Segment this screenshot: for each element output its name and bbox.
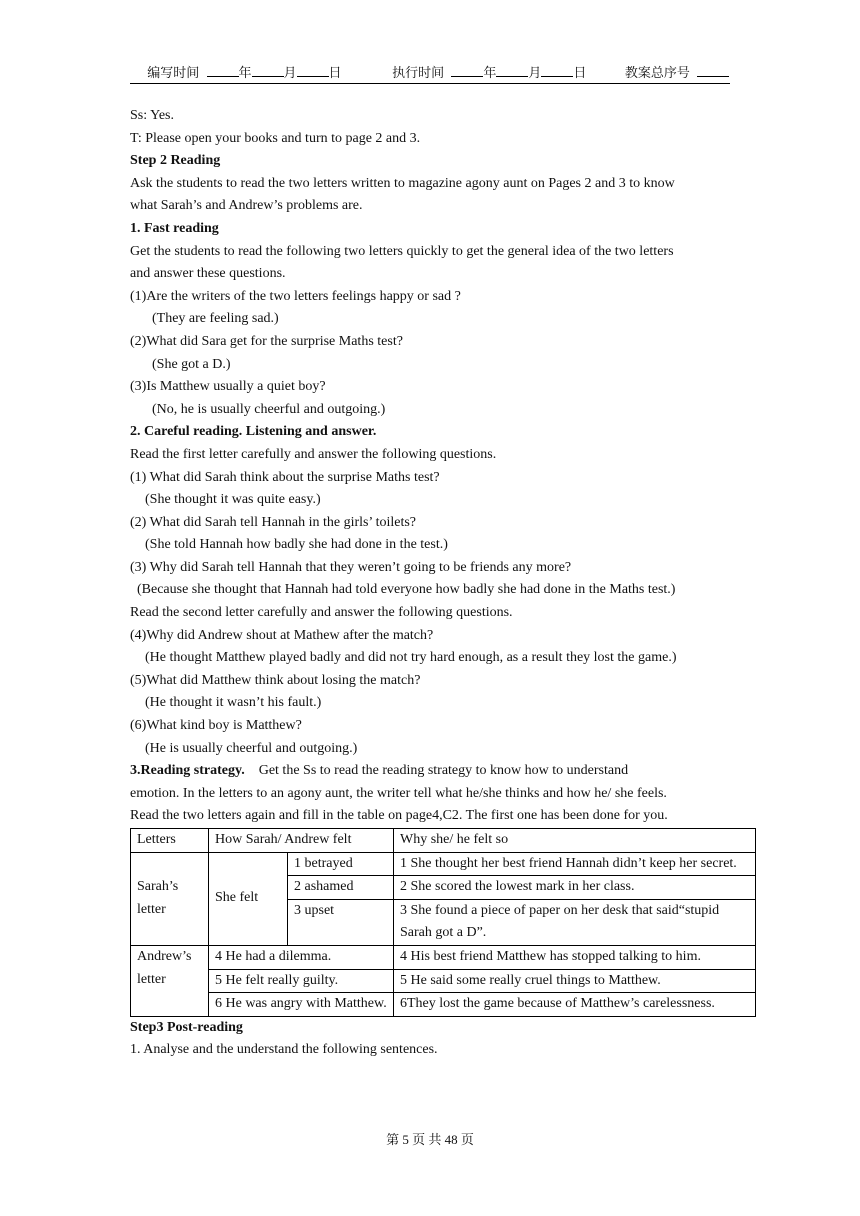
reason-cell: 1 She thought her best friend Hannah didn’t keep her secret.	[394, 852, 756, 876]
table-header-row	[131, 829, 756, 853]
feelings-table	[130, 828, 756, 1017]
feeling-cell: 6 He was angry with Matthew.	[209, 993, 394, 1017]
reason-cell: 4 His best friend Matthew has stopped talking to him.	[394, 945, 756, 969]
answer: (She told Hannah how badly she had done in the test.)	[145, 537, 448, 553]
strategy-line	[130, 760, 755, 783]
text-line: emotion. In the letters to an agony aunt, the writer tell what he/she thinks and how he/ she feels.	[130, 785, 667, 801]
document-body	[130, 105, 755, 1062]
reason-cell: 5 He said some really cruel things to Matthew.	[394, 969, 756, 993]
table-row	[131, 945, 756, 969]
day-label: 日	[573, 65, 587, 80]
feeling-cell: 2 ashamed	[288, 876, 394, 900]
answer: (They are feeling sad.)	[152, 311, 279, 327]
blank	[451, 64, 483, 77]
question: (1)Are the writers of the two letters feelings happy or sad ?	[130, 288, 461, 304]
text-line: Read the second letter carefully and answer the following questions.	[130, 605, 513, 621]
answer: (He thought it wasn’t his fault.)	[145, 695, 322, 711]
section-heading: Step3 Post-reading	[130, 1019, 243, 1035]
table-header-cell: How Sarah/ Andrew felt	[209, 829, 394, 853]
text-line: Read the first letter carefully and answer the following questions.	[130, 446, 497, 462]
question: (2)What did Sara get for the surprise Maths test?	[130, 333, 403, 349]
answer: (He thought Matthew played badly and did not try hard enough, as a result they lost the game.)	[145, 650, 677, 666]
question: (3) Why did Sarah tell Hannah that they weren’t going to be friends any more?	[130, 559, 572, 575]
total-no-label: 教案总序号	[624, 65, 690, 80]
question: (6)What kind boy is Matthew?	[130, 718, 302, 734]
strategy-text: Get the Ss to read the reading strategy to know how to understand	[258, 763, 629, 779]
table-row	[131, 969, 756, 993]
question: (3)Is Matthew usually a quiet boy?	[130, 379, 326, 395]
blank	[207, 64, 239, 77]
letter-cell: Andrew’s letter	[131, 945, 209, 1016]
section-heading: Step 2 Reading	[130, 153, 221, 169]
blank	[541, 64, 573, 77]
table-header-cell: Letters	[131, 829, 209, 853]
feeling-cell: 5 He felt really guilty.	[209, 969, 394, 993]
section-heading: 1. Fast reading	[130, 220, 219, 236]
page-header	[130, 62, 730, 84]
question: (2) What did Sarah tell Hannah in the girls’ toilets?	[130, 514, 417, 530]
answer: (She got a D.)	[152, 356, 231, 372]
text-line: Read the two letters again and fill in the table on page4,C2. The first one has been done for you.	[130, 808, 668, 824]
month-label: 月	[528, 65, 542, 80]
text-line: T: Please open your books and turn to page 2 and 3.	[130, 130, 421, 146]
table-header-cell: Why she/ he felt so	[394, 829, 756, 853]
text-line: Ask the students to read the two letters written to magazine agony aunt on Pages 2 and 3 to know	[130, 175, 675, 191]
exec-time-label: 执行时间	[392, 65, 445, 80]
section-heading: 2. Careful reading. Listening and answer.	[130, 424, 377, 440]
text-line: what Sarah’s and Andrew’s problems are.	[130, 198, 363, 214]
table-row	[131, 852, 756, 876]
blank	[297, 64, 329, 77]
felt-cell: She felt	[209, 852, 288, 945]
text-line: Get the students to read the following two letters quickly to get the general idea of the two letters	[130, 243, 674, 259]
day-label: 日	[328, 65, 342, 80]
strategy-title: 3.Reading strategy.	[130, 763, 245, 779]
blank	[252, 64, 284, 77]
month-label: 月	[283, 65, 297, 80]
text-line: and answer these questions.	[130, 266, 286, 282]
blank	[496, 64, 528, 77]
feeling-cell: 4 He had a dilemma.	[209, 945, 394, 969]
reason-cell: 2 She scored the lowest mark in her class.	[394, 876, 756, 900]
question: (4)Why did Andrew shout at Mathew after the match?	[130, 627, 434, 643]
reason-cell: 3 She found a piece of paper on her desk that said“stupid Sarah got a D”.	[394, 899, 756, 945]
text-line: Ss: Yes.	[130, 108, 174, 123]
reason-cell: 6They lost the game because of Matthew’s carelessness.	[394, 993, 756, 1017]
answer: (She thought it was quite easy.)	[145, 492, 321, 508]
question: (1) What did Sarah think about the surprise Maths test?	[130, 469, 440, 485]
blank	[697, 64, 729, 77]
table-row	[131, 993, 756, 1017]
letter-cell: Sarah’s letter	[131, 852, 209, 945]
answer: (He is usually cheerful and outgoing.)	[145, 740, 358, 756]
feeling-cell: 3 upset	[288, 899, 394, 945]
answer: (No, he is usually cheerful and outgoing.)	[152, 401, 386, 417]
answer: (Because she thought that Hannah had told everyone how badly she had done in the Maths test.)	[137, 582, 676, 598]
year-label: 年	[483, 65, 497, 80]
write-time-label: 编写时间	[147, 65, 200, 80]
text-line: 1. Analyse and the understand the following sentences.	[130, 1042, 438, 1058]
year-label: 年	[238, 65, 252, 80]
question: (5)What did Matthew think about losing the match?	[130, 672, 421, 688]
page-footer: 第 5 页 共 48 页	[386, 1132, 474, 1147]
feeling-cell: 1 betrayed	[288, 852, 394, 876]
